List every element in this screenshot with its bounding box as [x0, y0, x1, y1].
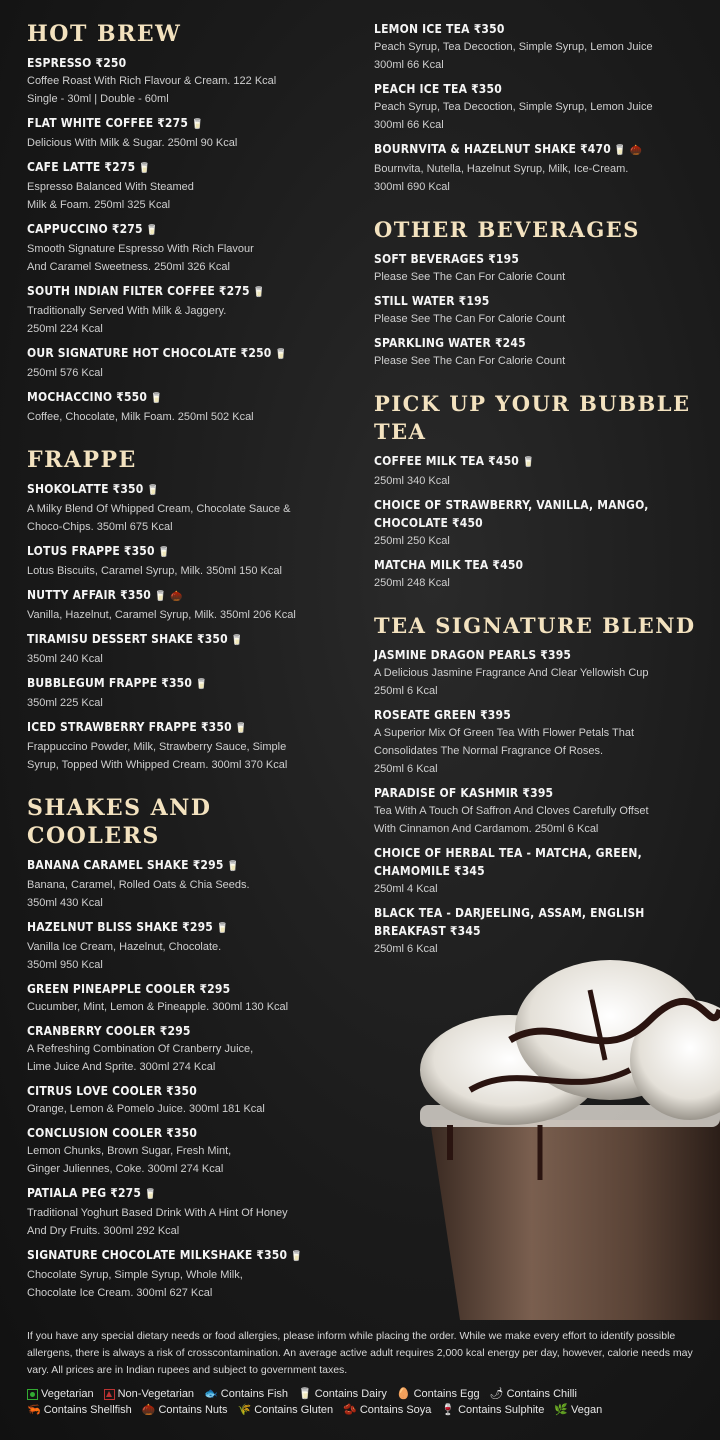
menu-item-name-text: GREEN PINEAPPLE COOLER ₹295	[27, 982, 231, 996]
menu-item-description: 250ml 248 Kcal	[374, 577, 450, 589]
menu-section	[27, 446, 347, 774]
menu-item	[27, 1184, 347, 1240]
menu-item-name-text: LOTUS FRAPPE ₹350	[27, 544, 155, 558]
veg-icon	[27, 1389, 38, 1400]
allergen-icons: 🥛	[157, 547, 171, 558]
section-gap	[27, 432, 347, 446]
menu-item-name	[27, 918, 347, 938]
menu-item-description: Consolidates The Normal Fragrance Of Roses.	[374, 745, 604, 757]
legend-item	[27, 1402, 132, 1418]
menu-item-name-text: SHOKOLATTE ₹350	[27, 482, 144, 496]
legend-label: Contains Sulphite	[458, 1404, 545, 1416]
menu-item-name-text: LEMON ICE TEA ₹350	[374, 22, 505, 36]
legend-item	[490, 1386, 577, 1402]
menu-item	[374, 140, 704, 196]
legend-label: Contains Chilli	[506, 1388, 577, 1400]
menu-item-description: A Milky Blend Of Whipped Cream, Chocolate Sauce &	[27, 503, 291, 515]
menu-item-description: A Refreshing Combination Of Cranberry Juice,	[27, 1043, 254, 1055]
section-gap	[374, 376, 704, 390]
menu-item-name-text: CONCLUSION COOLER ₹350	[27, 1126, 198, 1140]
allergen-icons: 🥛	[230, 635, 244, 646]
menu-item	[374, 20, 704, 74]
menu-item-name-text: ESPRESSO ₹250	[27, 56, 127, 70]
menu-item-name	[374, 292, 704, 310]
section-title: SHAKES AND COOLERS	[27, 795, 212, 849]
menu-item-description: 250ml 6 Kcal	[374, 763, 438, 775]
menu-item-description: Chocolate Ice Cream. 300ml 627 Kcal	[27, 1287, 213, 1299]
menu-item-name-text: SOFT BEVERAGES ₹195	[374, 252, 520, 266]
menu-section	[27, 20, 347, 426]
menu-item-description: 250ml 250 Kcal	[374, 535, 450, 547]
menu-item-description: Single - 30ml | Double - 60ml	[27, 93, 169, 105]
menu-item	[27, 586, 347, 624]
menu-item	[27, 158, 347, 214]
menu-item-name	[374, 556, 704, 574]
menu-item-description: 350ml 225 Kcal	[27, 697, 103, 709]
menu-item-description: Orange, Lemon & Pomelo Juice. 300ml 181 Kcal	[27, 1103, 265, 1115]
menu-item-name	[27, 586, 347, 606]
legend-row	[27, 1402, 707, 1418]
menu-item-name-text: BLACK TEA - DARJEELING, ASSAM, ENGLISH BREAKFAST ₹345	[374, 906, 645, 938]
legend-label: Contains Nuts	[158, 1404, 228, 1416]
menu-item-name-text: SIGNATURE CHOCOLATE MILKSHAKE ₹350	[27, 1248, 288, 1262]
menu-item-name-text: HAZELNUT BLISS SHAKE ₹295	[27, 920, 213, 934]
menu-item	[374, 844, 704, 898]
menu-item-name	[27, 114, 347, 134]
menu-item-name	[374, 80, 704, 98]
legend-label: Contains Gluten	[254, 1404, 334, 1416]
menu-item-description: Lotus Biscuits, Caramel Syrup, Milk. 350ml 150 Kcal	[27, 565, 282, 577]
nuts-icon: 🌰	[141, 1404, 156, 1416]
menu-item-description: Vanilla Ice Cream, Hazelnut, Chocolate.	[27, 941, 222, 953]
menu-item	[27, 480, 347, 536]
menu-item-name	[27, 718, 347, 738]
dairy-icon: 🥛	[298, 1388, 312, 1400]
legend-item	[142, 1402, 228, 1418]
menu-item-name	[27, 388, 347, 408]
menu-item	[374, 334, 704, 370]
menu-item-description: Banana, Caramel, Rolled Oats & Chia Seeds.	[27, 879, 250, 891]
menu-item-name-text: CAPPUCCINO ₹275	[27, 222, 143, 236]
menu-item-name	[374, 706, 704, 724]
legend-item	[397, 1386, 480, 1402]
menu-item	[374, 496, 704, 550]
menu-item	[27, 1082, 347, 1118]
menu-item	[27, 344, 347, 382]
menu-item-description: Traditionally Served With Milk & Jaggery.	[27, 305, 227, 317]
menu-item	[27, 114, 347, 152]
menu-item	[27, 282, 347, 338]
menu-item-name-text: PARADISE OF KASHMIR ₹395	[374, 786, 554, 800]
menu-item	[374, 292, 704, 328]
menu-item-name	[374, 20, 704, 38]
gluten-icon: 🌾	[237, 1404, 252, 1416]
allergen-icons: 🥛	[150, 393, 163, 404]
menu-item-name-text: SPARKLING WATER ₹245	[374, 336, 526, 350]
menu-item-description: 300ml 66 Kcal	[374, 119, 444, 131]
legend-label: Vegan	[571, 1404, 603, 1416]
menu-item-description: Milk & Foam. 250ml 325 Kcal	[27, 199, 171, 211]
menu-item-description: Traditional Yoghurt Based Drink With A Hint Of Honey	[27, 1207, 288, 1219]
menu-item-description: Lime Juice And Sprite. 300ml 274 Kcal	[27, 1061, 216, 1073]
section-title: TEA SIGNATURE BLEND	[374, 613, 696, 638]
menu-item	[374, 80, 704, 134]
menu-item-description: Please See The Can For Calorie Count	[374, 313, 566, 325]
menu-section	[27, 794, 347, 1302]
menu-item	[374, 250, 704, 286]
menu-item-name	[27, 158, 347, 178]
menu-item-name-text: NUTTY AFFAIR ₹350	[27, 588, 151, 602]
menu-item-name	[374, 784, 704, 802]
dietary-disclaimer: If you have any special dietary needs or food allergies, please inform while placing the order. While we make every effort to identify possible allergens, there is always a risk of crosscontamination. An average active adult requires 2,000 kcal energy per day, however, calorie needs may vary. All prices are in Indian rupees and subject to government taxes.	[27, 1330, 693, 1376]
menu-item-name	[374, 904, 704, 940]
menu-item-description: Lemon Chunks, Brown Sugar, Fresh Mint,	[27, 1145, 232, 1157]
section-gap	[374, 202, 704, 216]
allergen-icons: 🥛	[522, 457, 535, 468]
menu-item-description: Peach Syrup, Tea Decoction, Simple Syrup, Lemon Juice	[374, 101, 653, 113]
menu-item-name-text: CHOICE OF STRAWBERRY, VANILLA, MANGO, CHOCOLATE ₹450	[374, 498, 649, 530]
menu-item-name	[27, 1124, 347, 1142]
menu-item	[27, 630, 347, 668]
legend-item	[343, 1402, 431, 1418]
legend-item	[298, 1386, 387, 1402]
menu-item-name-text: BUBBLEGUM FRAPPE ₹350	[27, 676, 193, 690]
menu-item	[27, 542, 347, 580]
allergen-icons: 🥛	[216, 923, 229, 934]
legend-item	[204, 1386, 288, 1402]
menu-item-name	[374, 646, 704, 664]
soya-icon: 🫘	[343, 1404, 357, 1416]
menu-item-name-text: BANANA CARAMEL SHAKE ₹295	[27, 858, 224, 872]
allergen-icons: 🥛	[146, 485, 160, 496]
legend-label: Vegetarian	[41, 1388, 94, 1400]
legend-row	[27, 1386, 707, 1402]
menu-item-name-text: CRANBERRY COOLER ₹295	[27, 1024, 191, 1038]
menu-item-description: With Cinnamon And Cardamom. 250ml 6 Kcal	[374, 823, 599, 835]
section-title: FRAPPE	[27, 447, 137, 473]
menu-item-name	[27, 856, 347, 876]
allergen-icons: 🥛	[191, 119, 204, 130]
sulphite-icon: 🍷	[441, 1404, 456, 1416]
allergen-icons: 🥛	[226, 861, 240, 872]
menu-item-description: Cucumber, Mint, Lemon & Pineapple. 300ml 130 Kcal	[27, 1001, 289, 1013]
menu-item-name	[27, 220, 347, 240]
allergen-icons: 🥛	[274, 349, 288, 360]
allergen-icons: 🥛 🌰	[613, 145, 643, 156]
menu-item	[27, 1022, 347, 1076]
menu-item-description: 350ml 240 Kcal	[27, 653, 103, 665]
section-title: PICK UP YOUR BUBBLE TEA	[374, 391, 691, 444]
legend-label: Contains Dairy	[314, 1388, 387, 1400]
menu-item-name-text: ROSEATE GREEN ₹395	[374, 708, 511, 722]
menu-item-description: 350ml 430 Kcal	[27, 897, 103, 909]
menu-item	[374, 452, 704, 490]
section-gap	[374, 598, 704, 612]
menu-item-name-text: MOCHACCINO ₹550	[27, 390, 148, 404]
shellfish-icon: 🦐	[27, 1404, 41, 1416]
menu-item-name	[27, 674, 347, 694]
menu-item-name-text: SOUTH INDIAN FILTER COFFEE ₹275	[27, 284, 250, 298]
menu-item-name	[27, 980, 347, 998]
menu-item-name	[27, 54, 347, 72]
menu-item-description: 250ml 340 Kcal	[374, 475, 450, 487]
menu-item-description: Espresso Balanced With Steamed	[27, 181, 194, 193]
menu-item-description: Syrup, Topped With Whipped Cream. 300ml 370 Kcal	[27, 759, 288, 771]
menu-item-description: Coffee Roast With Rich Flavour & Cream. 122 Kcal	[27, 75, 277, 87]
menu-item-description: 250ml 6 Kcal	[374, 943, 438, 955]
legend-label: Contains Egg	[413, 1388, 480, 1400]
menu-item	[27, 1124, 347, 1178]
section-gap	[27, 780, 347, 794]
menu-item-name-text: TIRAMISU DESSERT SHAKE ₹350	[27, 632, 228, 646]
allergen-icons: 🥛 🌰	[154, 591, 183, 602]
menu-item-description: 250ml 4 Kcal	[374, 883, 438, 895]
menu-item	[374, 784, 704, 838]
menu-item-name	[27, 630, 347, 650]
menu-item-description: 250ml 576 Kcal	[27, 367, 103, 379]
menu-item-name	[27, 542, 347, 562]
menu-item-description: Ginger Juliennes, Coke. 300ml 274 Kcal	[27, 1163, 224, 1175]
menu-item-name	[27, 1246, 347, 1266]
menu-item-description: Coffee, Chocolate, Milk Foam. 250ml 502 Kcal	[27, 411, 254, 423]
menu-item-description: Delicious With Milk & Sugar. 250ml 90 Kcal	[27, 137, 238, 149]
menu-item-description: 250ml 224 Kcal	[27, 323, 103, 335]
menu-item-description: 350ml 950 Kcal	[27, 959, 103, 971]
allergen-icons: 🥛	[195, 679, 208, 690]
allergen-icons: 🥛	[290, 1251, 303, 1262]
menu-item-name-text: PEACH ICE TEA ₹350	[374, 82, 502, 96]
menu-section	[374, 612, 704, 958]
menu-item	[27, 980, 347, 1016]
menu-item	[27, 674, 347, 712]
menu-item-description: Chocolate Syrup, Simple Syrup, Whole Milk,	[27, 1269, 243, 1281]
menu-item-description: Bournvita, Nutella, Hazelnut Syrup, Milk, Ice-Cream.	[374, 163, 629, 175]
vegan-icon: 🌿	[554, 1404, 569, 1416]
menu-item-name	[27, 1082, 347, 1100]
menu-item-description: And Caramel Sweetness. 250ml 326 Kcal	[27, 261, 230, 273]
menu-section	[374, 390, 704, 592]
menu-item-name-text: ICED STRAWBERRY FRAPPE ₹350	[27, 720, 232, 734]
menu-item	[27, 856, 347, 912]
menu-item-name-text: BOURNVITA & HAZELNUT SHAKE ₹470	[374, 142, 611, 156]
menu-item	[27, 54, 347, 108]
non-veg-icon	[104, 1389, 115, 1400]
menu-item-description: A Superior Mix Of Green Tea With Flower Petals That	[374, 727, 635, 739]
menu-item-description: Smooth Signature Espresso With Rich Flavour	[27, 243, 254, 255]
menu-item-description: Vanilla, Hazelnut, Caramel Syrup, Milk. 350ml 206 Kcal	[27, 609, 296, 621]
menu-item-description: 300ml 690 Kcal	[374, 181, 450, 193]
menu-item-name-text: COFFEE MILK TEA ₹450	[374, 454, 520, 468]
egg-icon: 🥚	[396, 1388, 411, 1400]
menu-section	[374, 20, 704, 196]
menu-item-name	[27, 480, 347, 500]
menu-item-description: And Dry Fruits. 300ml 292 Kcal	[27, 1225, 180, 1237]
menu-item-description: Choco-Chips. 350ml 675 Kcal	[27, 521, 173, 533]
legend-label: Non-Vegetarian	[117, 1388, 195, 1400]
menu-item-name	[374, 334, 704, 352]
legend-item	[27, 1386, 94, 1402]
menu-item-name-text: CITRUS LOVE COOLER ₹350	[27, 1084, 197, 1098]
menu-item	[27, 388, 347, 426]
menu-item-description: Peach Syrup, Tea Decoction, Simple Syrup, Lemon Juice	[374, 41, 653, 53]
menu-item-name	[27, 1184, 347, 1204]
menu-column-right	[374, 20, 704, 964]
menu-item-name	[374, 140, 704, 160]
menu-item-name	[374, 844, 704, 880]
menu-item-name	[374, 250, 704, 268]
section-title: HOT BREW	[27, 21, 182, 47]
menu-item-description: A Delicious Jasmine Fragrance And Clear Yellowish Cup	[374, 667, 649, 679]
menu-item-description: 300ml 66 Kcal	[374, 59, 444, 71]
menu-column-left	[27, 20, 347, 1308]
menu-item-name-text: JASMINE DRAGON PEARLS ₹395	[374, 648, 572, 662]
section-title: OTHER BEVERAGES	[374, 217, 640, 242]
menu-item-name	[27, 344, 347, 364]
chilli-icon: 🌶	[489, 1388, 504, 1400]
menu-item-name-text: STILL WATER ₹195	[374, 294, 490, 308]
menu-item-name-text: PATIALA PEG ₹275	[27, 1186, 142, 1200]
menu-item-name	[374, 452, 704, 472]
legend-label: Contains Soya	[359, 1404, 432, 1416]
menu-item-name	[374, 496, 704, 532]
legend-item	[441, 1402, 544, 1418]
allergen-icons: 🥛	[252, 287, 266, 298]
allergen-icons: 🥛	[145, 225, 159, 236]
menu-item-description: Frappuccino Powder, Milk, Strawberry Sauce, Simple	[27, 741, 287, 753]
menu-item	[374, 706, 704, 778]
legend-item	[238, 1402, 334, 1418]
menu-item-description: Tea With A Touch Of Saffron And Cloves Carefully Offset	[374, 805, 649, 817]
fish-icon: 🐟	[204, 1388, 218, 1400]
menu-item-name-text: CAFE LATTE ₹275	[27, 160, 136, 174]
menu-item	[374, 646, 704, 700]
legend-label: Contains Fish	[220, 1388, 289, 1400]
menu-item	[27, 1246, 347, 1302]
allergen-legend	[27, 1386, 707, 1418]
allergen-icons: 🥛	[234, 723, 248, 734]
menu-item	[27, 718, 347, 774]
menu-item-name	[27, 282, 347, 302]
frappe-cup-photo	[390, 950, 720, 1320]
menu-item-description: Please See The Can For Calorie Count	[374, 355, 566, 367]
menu-item	[27, 918, 347, 974]
legend-item	[104, 1386, 194, 1402]
menu-item-name-text: CHOICE OF HERBAL TEA - MATCHA, GREEN, CHAMOMILE ₹345	[374, 846, 642, 878]
menu-item	[374, 556, 704, 592]
allergen-icons: 🥛	[138, 163, 151, 174]
menu-section	[374, 216, 704, 370]
menu-item	[27, 220, 347, 276]
menu-item-name-text: OUR SIGNATURE HOT CHOCOLATE ₹250	[27, 346, 272, 360]
menu-item-name	[27, 1022, 347, 1040]
menu-item-name-text: MATCHA MILK TEA ₹450	[374, 558, 524, 572]
menu-item-description: 250ml 6 Kcal	[374, 685, 438, 697]
menu-item-description: Please See The Can For Calorie Count	[374, 271, 566, 283]
legend-label: Contains Shellfish	[43, 1404, 132, 1416]
menu-item-name-text: FLAT WHITE COFFEE ₹275	[27, 116, 189, 130]
legend-item	[554, 1402, 602, 1418]
allergen-icons: 🥛	[144, 1189, 157, 1200]
